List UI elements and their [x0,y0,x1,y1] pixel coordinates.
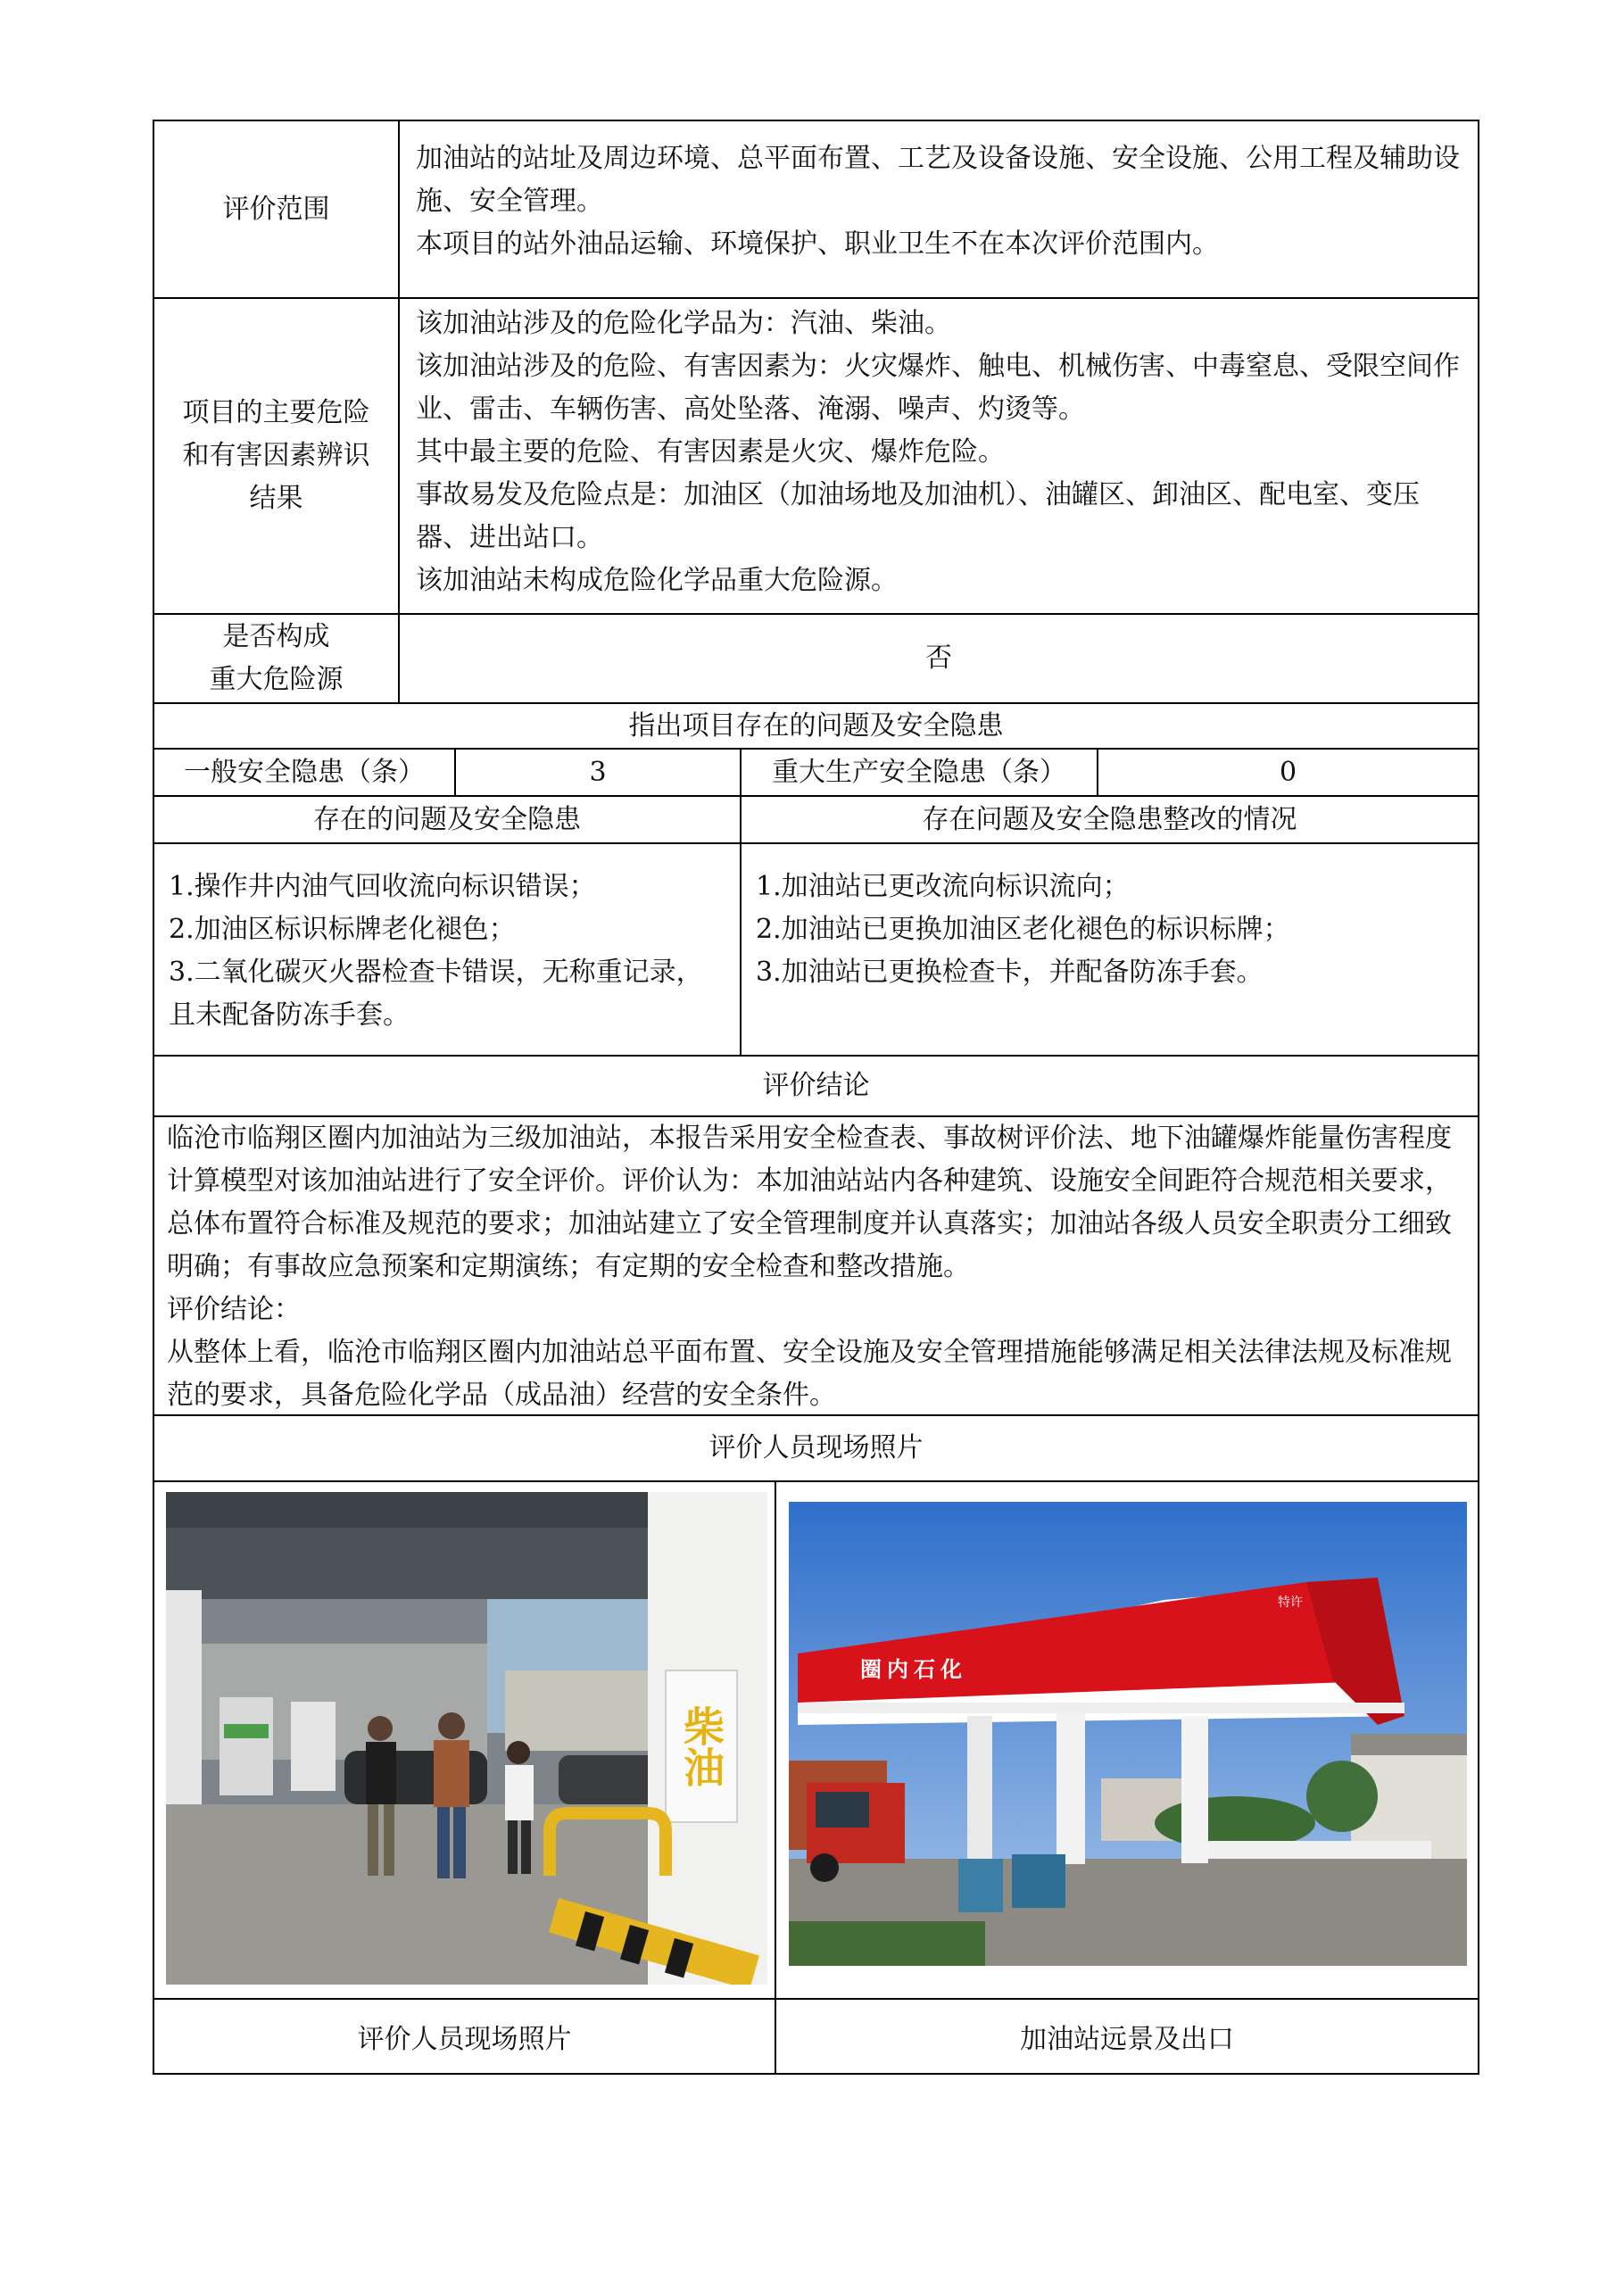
major-hazard-label-cell [153,613,400,704]
issues-heading: 指出项目存在的问题及安全隐患 [628,709,1004,742]
photos-heading-cell [153,1414,1479,1482]
hazards-line-2: 该加油站涉及的危险、有害因素为：火灾爆炸、触电、机械伤害、中毒窒息、受限空间作业、雷击、车辆伤害、高处坠落、淹溺、噪声、灼烫等。 [416,351,1460,425]
hazards-line-5: 该加油站未构成危险化学品重大危险源。 [416,565,898,596]
major-hazard-value-cell [398,613,1479,704]
major-issue-label-cell [740,748,1098,797]
major-issue-count: 0 [1279,756,1297,788]
issues-heading-cell [153,702,1479,750]
canopy-brand-text [860,1652,967,1683]
right-caption-cell [775,1998,1479,2075]
scope-line-2: 本项目的站外油品运输、环境保护、职业卫生不在本次评价范围内。 [416,228,1219,260]
problems-header-cell [153,795,742,844]
scope-content-cell [398,120,1479,299]
hazards-line-4: 事故易发及危险点是：加油区（加油场地及加油机）、油罐区、卸油区、配电室、变压器、进出站口。 [416,479,1420,553]
general-hazard-label: 一般安全隐患（条） [184,756,425,788]
major-issue-label: 重大生产安全隐患（条） [772,756,1066,788]
fix-item-2: 2.加油站已更换加油区老化褪色的标识标牌； [756,914,1290,945]
problem-item-3: 3.二氧化碳灭火器检查卡错误，无称重记录，且未配备防冻手套。 [169,957,703,1031]
diesel-sign [675,1679,728,1813]
general-hazard-count: 3 [589,756,607,788]
fix-item-1: 1.加油站已更改流向标识流向； [756,871,1130,902]
conclusion-heading: 评价结论 [762,1070,870,1101]
hazards-label-cell [153,297,400,615]
scope-line-1: 加油站的站址及周边环境、总平面布置、工艺及设备设施、安全设施、公用工程及辅助设施、安全管理。 [416,143,1460,217]
fixes-header: 存在问题及安全隐患整改的情况 [922,803,1297,835]
left-site-photo [166,1492,767,1985]
canopy-side-label: 特许 [1278,1596,1303,1610]
fixes-list-cell [740,842,1479,1057]
conclusion-summary: 从整体上看，临沧市临翔区圈内加油站总平面布置、安全设施及安全管理措施能够满足相关法律法规及标准规范的要求，具备危险化学品（成品油）经营的安全条件。 [167,1337,1452,1411]
hazards-line-1: 该加油站涉及的危险化学品为：汽油、柴油。 [416,308,951,339]
canopy-brand-label: 圈内石化 [860,1657,967,1682]
fix-item-3: 3.加油站已更换检查卡，并配备防冻手套。 [756,957,1264,988]
general-hazard-label-cell [153,748,456,797]
scope-label: 评价范围 [222,193,330,225]
major-hazard-label-line-2: 重大危险源 [209,664,344,695]
fixes-header-cell [740,795,1479,844]
canopy-side-text [1278,1593,1303,1611]
hazards-content-cell [398,297,1479,615]
conclusion-heading-cell [153,1055,1479,1117]
left-caption-cell [153,1998,776,2075]
photos-heading: 评价人员现场照片 [708,1432,924,1463]
conclusion-paragraph: 临沧市临翔区圈内加油站为三级加油站，本报告采用安全检查表、事故树评价法、地下油罐爆炸能量伤害程度计算模型对该加油站进行了安全评价。评价认为：本加油站站内各种建筑、设施安全间距符合规范相关要求，总体布置符合标准及规范的要求；加油站建立了安全管理制度并认真落实；加油站各级人员安全职责分工细致明确；有事故应急预案和定期演练；有定期的安全检查和整改措施。 [167,1123,1452,1282]
left-caption: 评价人员现场照片 [357,2024,572,2055]
problem-item-1: 1.操作井内油气回收流向标识错误； [169,871,596,902]
diesel-sign-text: 柴油 [677,1705,725,1787]
problem-item-2: 2.加油区标识标牌老化褪色； [169,914,516,945]
hazards-line-3: 其中最主要的危险、有害因素是火灾、爆炸危险。 [416,436,1005,468]
problems-list-cell [153,842,742,1057]
major-hazard-label-line-1: 是否构成 [222,621,330,652]
major-issue-count-cell [1097,748,1479,797]
right-site-photo [789,1502,1467,1966]
hazards-label-line-2: 和有害因素辨识 [182,440,370,471]
conclusion-sublabel: 评价结论： [167,1294,301,1325]
hazards-label-line-3: 结果 [249,483,303,514]
scope-label-cell [153,120,400,299]
major-hazard-value: 否 [925,642,952,674]
hazards-label-line-1: 项目的主要危险 [182,397,370,428]
problems-header: 存在的问题及安全隐患 [313,803,581,835]
conclusion-body-cell [153,1115,1479,1416]
right-caption: 加油站远景及出口 [1020,2024,1234,2055]
general-hazard-count-cell [454,748,742,797]
